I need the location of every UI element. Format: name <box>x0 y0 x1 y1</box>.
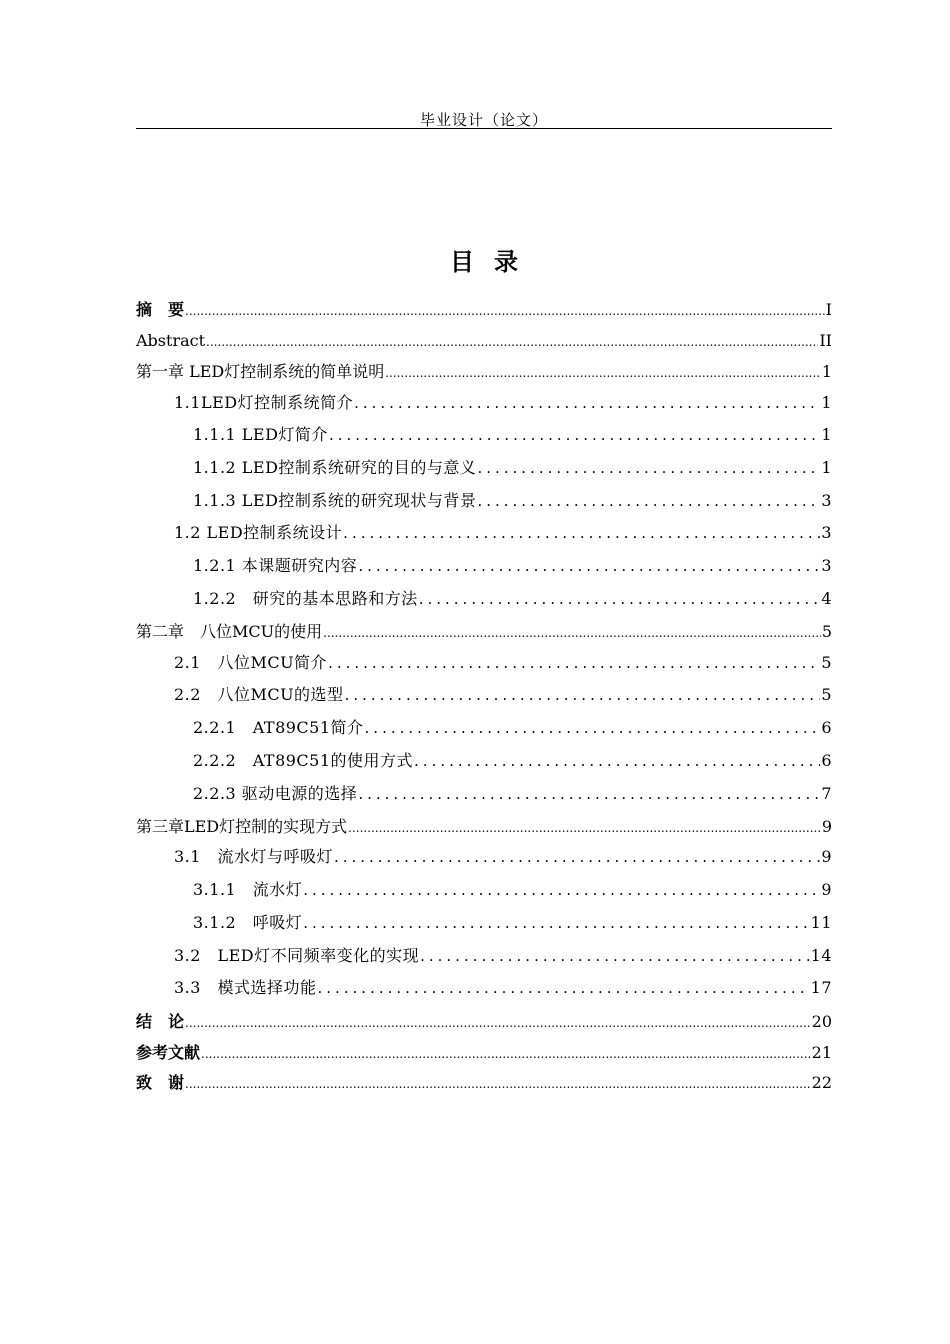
toc-entry-page: 5 <box>821 685 832 704</box>
toc-entry-chapter-3[interactable] <box>136 817 832 837</box>
toc-entry-text: 第一章 LED灯控制系统的简单说明 <box>136 362 385 381</box>
toc-leader <box>185 1013 811 1033</box>
toc-entry-text: 2.1 八位MCU简介 <box>174 653 328 672</box>
toc-entry-conclusion[interactable] <box>136 1012 832 1032</box>
toc-entry-text: 2.2.3 驱动电源的选择 <box>193 784 358 803</box>
toc-entry-text: 3.1 流水灯与呼吸灯 <box>174 847 333 866</box>
toc-entry-page: 6 <box>821 718 832 737</box>
toc-leader <box>420 946 810 966</box>
toc-leader <box>206 332 818 352</box>
toc-entry-page: 7 <box>821 784 832 803</box>
toc-entry-section-3-3[interactable] <box>174 978 832 998</box>
toc-entry-abstract-cn[interactable] <box>136 300 832 320</box>
toc-leader <box>385 363 821 383</box>
toc-leader <box>303 880 820 900</box>
toc-leader <box>185 1074 811 1094</box>
toc-entry-page: 6 <box>821 751 832 770</box>
page-header: 毕业设计（论文） <box>419 111 548 129</box>
toc-entry-section-3-1[interactable] <box>174 847 832 867</box>
toc-entry-page: 9 <box>821 847 832 866</box>
toc-leader <box>477 458 820 478</box>
toc-entry-text: 2.2.1 AT89C51简介 <box>193 718 364 737</box>
toc-entry-page: 3 <box>821 556 832 575</box>
toc-entry-page: 17 <box>810 978 832 997</box>
toc-entry-text: 1.1.1 LED灯简介 <box>193 425 328 444</box>
toc-entry-text: 1.1.2 LED控制系统研究的目的与意义 <box>193 458 477 477</box>
toc-entry-abstract-en[interactable] <box>136 331 832 351</box>
toc-entry-section-2-2-1[interactable] <box>193 718 832 738</box>
toc-entry-text: 1.1.3 LED控制系统的研究现状与背景 <box>193 491 477 510</box>
toc-entry-text: 1.2 LED控制系统设计 <box>174 523 343 542</box>
toc-entry-section-3-2[interactable] <box>174 946 832 966</box>
toc-leader <box>358 556 820 576</box>
toc-leader <box>414 751 820 771</box>
toc-leader <box>365 718 821 738</box>
toc-leader <box>334 847 820 867</box>
toc-entry-text: 1.2.1 本课题研究内容 <box>193 556 358 575</box>
toc-leader <box>358 784 820 804</box>
toc-entry-section-1-1-3[interactable] <box>193 491 832 511</box>
toc-leader <box>323 623 821 643</box>
toc-entry-text: 1.1LED灯控制系统简介 <box>174 393 354 412</box>
toc-leader <box>303 913 809 933</box>
toc-entry-section-1-2-2[interactable] <box>193 589 832 609</box>
toc-leader <box>477 491 820 511</box>
toc-entry-references[interactable] <box>136 1043 832 1063</box>
toc-entry-chapter-2[interactable] <box>136 622 832 642</box>
toc-entry-section-1-1-1[interactable] <box>193 425 832 445</box>
toc-entry-page: 9 <box>821 817 832 836</box>
toc-entry-text: 参考文献 <box>136 1043 201 1062</box>
toc-entry-text: 3.1.1 流水灯 <box>193 880 303 899</box>
toc-leader <box>328 653 820 673</box>
toc-entry-page: 1 <box>821 425 832 444</box>
toc-entry-text: 致 谢 <box>136 1073 185 1092</box>
toc-leader <box>419 589 821 609</box>
table-of-contents <box>136 0 832 1344</box>
toc-entry-text: 3.1.2 呼吸灯 <box>193 913 303 932</box>
toc-entry-section-1-2-1[interactable] <box>193 556 832 576</box>
toc-leader <box>317 978 809 998</box>
toc-leader <box>185 301 825 321</box>
toc-entry-text: 2.2.2 AT89C51的使用方式 <box>193 751 414 770</box>
toc-entry-page: 21 <box>811 1043 832 1062</box>
toc-entry-text: 2.2 八位MCU的选型 <box>174 685 344 704</box>
toc-entry-text: 1.2.2 研究的基本思路和方法 <box>193 589 418 608</box>
toc-entry-text: 3.3 模式选择功能 <box>174 978 317 997</box>
toc-entry-page: 4 <box>821 589 832 608</box>
toc-entry-page: 9 <box>821 880 832 899</box>
toc-entry-page: 14 <box>810 946 832 965</box>
toc-entry-page: 1 <box>821 393 832 412</box>
toc-entry-section-1-1[interactable] <box>174 393 832 413</box>
toc-entry-page: 5 <box>821 622 832 641</box>
toc-entry-text: 3.2 LED灯不同频率变化的实现 <box>174 946 420 965</box>
toc-entry-section-3-1-1[interactable] <box>193 880 832 900</box>
toc-entry-page: 20 <box>811 1012 832 1031</box>
toc-entry-page: 22 <box>811 1073 832 1092</box>
toc-title: 目录 <box>450 248 538 276</box>
toc-entry-section-1-2[interactable] <box>174 523 832 543</box>
toc-entry-text: Abstract <box>136 331 206 350</box>
toc-entry-page: 11 <box>810 913 832 932</box>
toc-entry-text: 第二章 八位MCU的使用 <box>136 622 323 641</box>
toc-leader <box>343 523 820 543</box>
toc-leader <box>348 818 821 838</box>
toc-entry-page: 5 <box>821 653 832 672</box>
toc-entry-page: 1 <box>821 458 832 477</box>
toc-entry-acknowledgements[interactable] <box>136 1073 832 1093</box>
toc-entry-section-2-2[interactable] <box>174 685 832 705</box>
toc-entry-page: 3 <box>821 523 832 542</box>
toc-entry-text: 摘 要 <box>136 300 185 319</box>
toc-entry-section-2-2-2[interactable] <box>193 751 832 771</box>
toc-entry-section-3-1-2[interactable] <box>193 913 832 933</box>
toc-entry-text: 结 论 <box>136 1012 185 1031</box>
toc-entry-page: 3 <box>821 491 832 510</box>
toc-entry-chapter-1[interactable] <box>136 362 832 382</box>
toc-entry-text: 第三章LED灯控制的实现方式 <box>136 817 348 836</box>
toc-entry-page: I <box>825 300 832 319</box>
toc-entry-page: 1 <box>821 362 832 381</box>
toc-leader <box>329 425 820 445</box>
toc-entry-page: II <box>819 331 832 350</box>
toc-entry-section-2-2-3[interactable] <box>193 784 832 804</box>
toc-leader <box>201 1044 811 1064</box>
toc-leader <box>354 393 820 413</box>
toc-entry-section-1-1-2[interactable] <box>193 458 832 478</box>
toc-leader <box>345 685 821 705</box>
toc-entry-section-2-1[interactable] <box>174 653 832 673</box>
